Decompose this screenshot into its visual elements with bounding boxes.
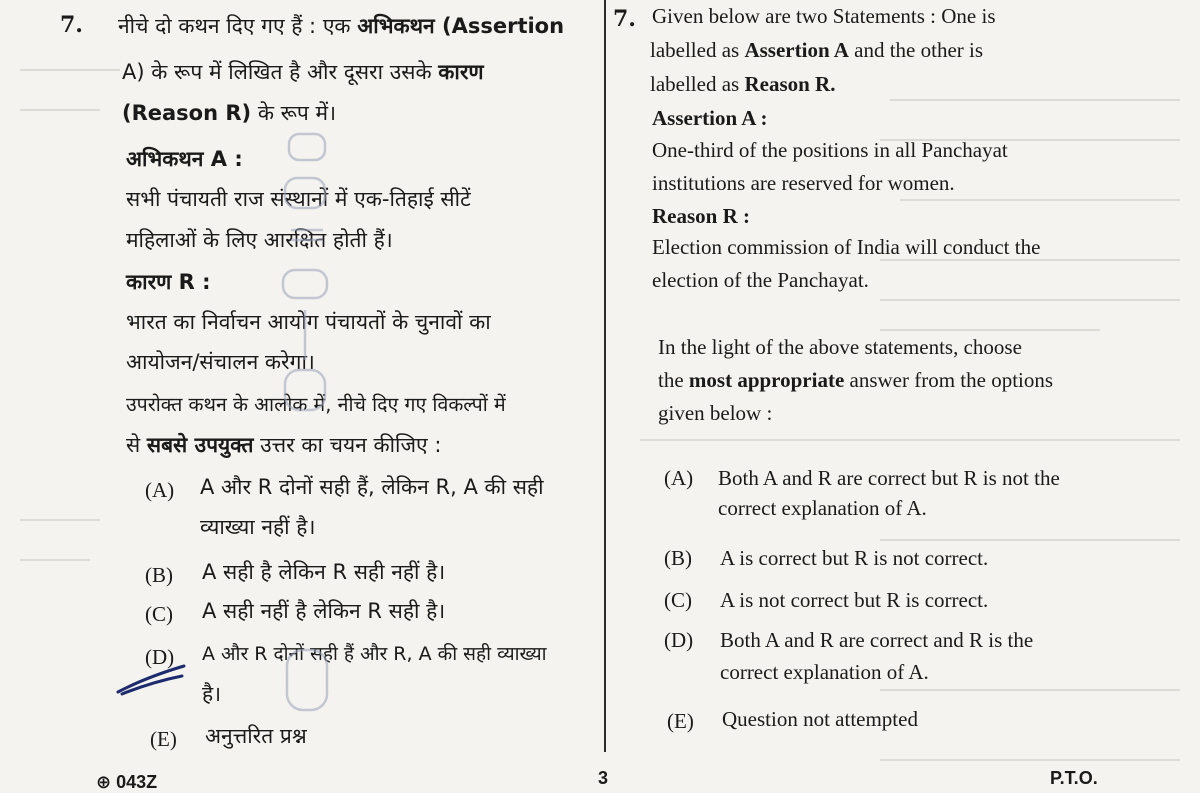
english-option-b-label: (B) [664, 546, 692, 570]
hindi-intro-line-2: A) के रूप में लिखित है और दूसरा उसके कारण [122, 60, 484, 84]
english-assertion-line-2: institutions are reserved for women. [652, 171, 955, 195]
english-reason-line-2: election of the Panchayat. [652, 268, 869, 292]
hindi-option-b-text: A सही है लेकिन R सही नहीं है। [202, 560, 446, 584]
english-option-d-line-1: Both A and R are correct and R is the [720, 628, 1034, 652]
english-option-a-line-2: correct explanation of A. [718, 496, 927, 520]
question-number-english: 7. [613, 6, 636, 32]
pto-label: P.T.O. [1050, 768, 1098, 788]
hindi-reason-line-1: भारत का निर्वाचन आयोग पंचायतों के चुनावों का [126, 310, 491, 334]
hindi-reason-line-2: आयोजन/संचालन करेगा। [126, 350, 315, 374]
pen-checkmark-icon [112, 660, 192, 700]
english-assertion-heading: Assertion A : [652, 106, 768, 130]
english-option-c-text: A is not correct but R is correct. [720, 588, 989, 612]
english-intro-line-3: labelled as Reason R. [650, 72, 836, 96]
english-option-e-label: (E) [667, 709, 694, 733]
hindi-option-c-text: A सही नहीं है लेकिन R सही है। [202, 599, 446, 623]
english-instruction-line-2: the most appropriate answer from the options [658, 368, 1054, 392]
english-option-c-label: (C) [664, 588, 692, 612]
english-option-e-text: Question not attempted [722, 707, 918, 731]
hindi-option-c-label: (C) [145, 602, 173, 626]
column-divider [604, 0, 606, 752]
hindi-assertion-heading: अभिकथन A : [126, 147, 243, 171]
hindi-instruction-line-1: उपरोक्त कथन के आलोक में, नीचे दिए गए विकल्पों में [126, 393, 506, 416]
hindi-assertion-line-2: महिलाओं के लिए आरक्षित होती हैं। [126, 228, 393, 252]
english-reason-line-1: Election commission of India will conduct the [652, 235, 1041, 259]
english-intro-line-2: labelled as Assertion A and the other is [650, 38, 984, 62]
hindi-option-a-line-1: A और R दोनों सही हैं, लेकिन R, A की सही [200, 475, 544, 499]
hindi-option-a-line-2: व्याख्या नहीं है। [200, 515, 316, 539]
english-option-d-line-2: correct explanation of A. [720, 660, 929, 684]
hindi-intro-line-3: (Reason R) के रूप में। [122, 101, 337, 125]
question-number: 7. [60, 12, 83, 38]
hindi-option-b-label: (B) [145, 563, 173, 587]
hindi-option-d-label: (D) [145, 645, 175, 669]
hindi-assertion-line-1: सभी पंचायती राज संस्थानों में एक-तिहाई सीटें [126, 187, 471, 211]
english-option-a-label: (A) [664, 466, 694, 490]
english-intro-line-1: Given below are two Statements : One is [652, 4, 996, 28]
english-reason-heading: Reason R : [652, 204, 750, 228]
faint-stamp-icon [275, 130, 345, 720]
hindi-option-e-text: अनुत्तरित प्रश्न [205, 724, 307, 748]
hindi-instruction-line-2: से सबसे उपयुक्त उत्तर का चयन कीजिए : [126, 433, 442, 457]
hindi-option-a-label: (A) [145, 478, 175, 502]
hindi-option-e-label: (E) [150, 727, 177, 751]
page-number: 3 [598, 768, 609, 788]
english-assertion-line-1: One-third of the positions in all Panchayat [652, 138, 1008, 162]
english-option-a-line-1: Both A and R are correct but R is not the [718, 466, 1060, 490]
hindi-option-d-line-2: है। [202, 682, 222, 706]
hindi-intro-line-1: नीचे दो कथन दिए गए हैं : एक अभिकथन (Assertion [118, 14, 565, 38]
english-option-d-label: (D) [664, 628, 694, 652]
english-instruction-line-3: given below : [658, 401, 773, 425]
hindi-option-d-line-1: A और R दोनों सही हैं और R, A की सही व्याख्या [202, 643, 547, 665]
registered-symbol-icon: ⊕ [96, 772, 112, 792]
hindi-reason-heading: कारण R : [126, 270, 211, 294]
english-option-b-text: A is correct but R is not correct. [720, 546, 989, 570]
english-instruction-line-1: In the light of the above statements, choose [658, 335, 1022, 359]
paper-code: ⊕ 043Z [96, 772, 158, 792]
